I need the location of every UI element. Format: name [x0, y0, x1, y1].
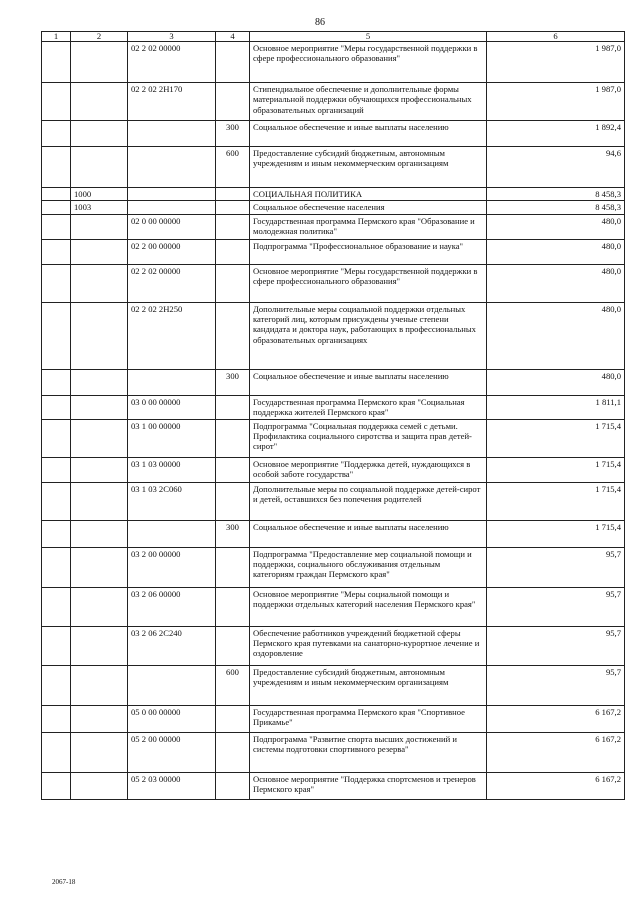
section-code-cell	[42, 369, 71, 395]
subsection-code-cell	[71, 705, 128, 732]
section-code-cell	[42, 482, 71, 520]
page-number: 86	[315, 17, 325, 28]
expense-type-cell	[216, 547, 250, 587]
target-article-cell: 03 2 06 2С240	[128, 626, 216, 665]
description-cell: Социальное обеспечение населения	[250, 201, 487, 214]
subsection-code-cell	[71, 264, 128, 302]
description-cell: Основное мероприятие "Меры государственной поддержки в сфере профессионального образования"	[250, 264, 487, 302]
column-header: 5	[250, 32, 487, 42]
description-cell: Основное мероприятие "Поддержка спортсменов и тренеров Пермского края"	[250, 772, 487, 799]
table-row	[42, 626, 625, 665]
description-cell: Государственная программа Пермского края "Образование и молодежная политика"	[250, 214, 487, 239]
subsection-code-cell: 1000	[71, 188, 128, 201]
description-cell: Подпрограмма "Профессиональное образование и наука"	[250, 239, 487, 264]
expense-type-cell	[216, 457, 250, 482]
table-row	[42, 457, 625, 482]
description-cell: Предоставление субсидий бюджетным, автономным учреждениям и иным некоммерческим организациям	[250, 147, 487, 188]
description-cell: Стипендиальное обеспечение и дополнительные формы материальной поддержки обучающихся профессиональных образовательных организаций	[250, 83, 487, 121]
expense-type-cell	[216, 419, 250, 457]
description-cell: Основное мероприятие "Поддержка детей, нуждающихся в особой заботе государства"	[250, 457, 487, 482]
section-code-cell	[42, 264, 71, 302]
subsection-code-cell	[71, 83, 128, 121]
target-article-cell: 03 1 03 2С060	[128, 482, 216, 520]
amount-cell: 1 715,4	[487, 419, 625, 457]
column-header: 2	[71, 32, 128, 42]
subsection-code-cell	[71, 626, 128, 665]
expense-type-cell	[216, 188, 250, 201]
table-row	[42, 419, 625, 457]
amount-cell: 480,0	[487, 302, 625, 369]
amount-cell: 95,7	[487, 547, 625, 587]
amount-cell: 95,7	[487, 665, 625, 705]
expense-type-cell	[216, 201, 250, 214]
table-row	[42, 188, 625, 201]
subsection-code-cell	[71, 482, 128, 520]
description-cell: Государственная программа Пермского края "Спортивное Прикамье"	[250, 705, 487, 732]
subsection-code-cell	[71, 302, 128, 369]
description-cell: Основное мероприятие "Меры государственной поддержки в сфере профессионального образования"	[250, 42, 487, 83]
expense-type-cell: 300	[216, 121, 250, 147]
amount-cell: 6 167,2	[487, 705, 625, 732]
amount-cell: 95,7	[487, 626, 625, 665]
column-header: 4	[216, 32, 250, 42]
table-row	[42, 772, 625, 799]
subsection-code-cell	[71, 732, 128, 772]
amount-cell: 6 167,2	[487, 732, 625, 772]
description-cell: Подпрограмма "Развитие спорта высших достижений и системы подготовки спортивного резерва"	[250, 732, 487, 772]
target-article-cell	[128, 520, 216, 547]
target-article-cell	[128, 201, 216, 214]
subsection-code-cell	[71, 665, 128, 705]
table-row	[42, 369, 625, 395]
budget-table	[41, 31, 625, 800]
amount-cell: 480,0	[487, 214, 625, 239]
expense-type-cell	[216, 626, 250, 665]
section-code-cell	[42, 457, 71, 482]
target-article-cell	[128, 147, 216, 188]
description-cell: Дополнительные меры по социальной поддержке детей-сирот и детей, оставшихся без попечения родителей	[250, 482, 487, 520]
expense-type-cell	[216, 239, 250, 264]
subsection-code-cell	[71, 121, 128, 147]
section-code-cell	[42, 626, 71, 665]
target-article-cell	[128, 121, 216, 147]
expense-type-cell: 600	[216, 147, 250, 188]
description-cell: Социальное обеспечение и иные выплаты населению	[250, 369, 487, 395]
amount-cell: 480,0	[487, 239, 625, 264]
amount-cell: 8 458,3	[487, 201, 625, 214]
amount-cell: 1 811,1	[487, 395, 625, 419]
table-row	[42, 201, 625, 214]
target-article-cell: 03 0 00 00000	[128, 395, 216, 419]
subsection-code-cell	[71, 369, 128, 395]
table-row	[42, 83, 625, 121]
expense-type-cell	[216, 83, 250, 121]
column-header: 1	[42, 32, 71, 42]
expense-type-cell	[216, 587, 250, 626]
amount-cell: 95,7	[487, 587, 625, 626]
subsection-code-cell	[71, 520, 128, 547]
section-code-cell	[42, 732, 71, 772]
subsection-code-cell	[71, 772, 128, 799]
description-cell: СОЦИАЛЬНАЯ ПОЛИТИКА	[250, 188, 487, 201]
section-code-cell	[42, 395, 71, 419]
amount-cell: 1 715,4	[487, 457, 625, 482]
section-code-cell	[42, 419, 71, 457]
amount-cell: 1 987,0	[487, 42, 625, 83]
expense-type-cell	[216, 42, 250, 83]
section-code-cell	[42, 239, 71, 264]
expense-type-cell: 300	[216, 520, 250, 547]
target-article-cell: 02 2 02 00000	[128, 42, 216, 83]
subsection-code-cell	[71, 395, 128, 419]
expense-type-cell	[216, 732, 250, 772]
target-article-cell	[128, 188, 216, 201]
amount-cell: 1 987,0	[487, 83, 625, 121]
subsection-code-cell	[71, 147, 128, 188]
table-row	[42, 395, 625, 419]
amount-cell: 480,0	[487, 264, 625, 302]
target-article-cell: 03 1 03 00000	[128, 457, 216, 482]
section-code-cell	[42, 302, 71, 369]
section-code-cell	[42, 83, 71, 121]
expense-type-cell	[216, 482, 250, 520]
table-row	[42, 302, 625, 369]
description-cell: Подпрограмма "Предоставление мер социальной помощи и поддержки, социального обслуживания отдельным категориям граждан Пермского края"	[250, 547, 487, 587]
expense-type-cell	[216, 395, 250, 419]
description-cell: Подпрограмма "Социальная поддержка семей с детьми. Профилактика социального сиротства и защита прав детей-сирот"	[250, 419, 487, 457]
expense-type-cell	[216, 264, 250, 302]
amount-cell: 1 715,4	[487, 482, 625, 520]
subsection-code-cell	[71, 214, 128, 239]
section-code-cell	[42, 665, 71, 705]
section-code-cell	[42, 547, 71, 587]
subsection-code-cell: 1003	[71, 201, 128, 214]
section-code-cell	[42, 772, 71, 799]
table-row	[42, 482, 625, 520]
section-code-cell	[42, 188, 71, 201]
target-article-cell	[128, 665, 216, 705]
description-cell: Предоставление субсидий бюджетным, автономным учреждениям и иным некоммерческим организациям	[250, 665, 487, 705]
target-article-cell: 02 2 02 2Н250	[128, 302, 216, 369]
target-article-cell: 02 0 00 00000	[128, 214, 216, 239]
subsection-code-cell	[71, 587, 128, 626]
amount-cell: 480,0	[487, 369, 625, 395]
subsection-code-cell	[71, 239, 128, 264]
table-row	[42, 732, 625, 772]
target-article-cell	[128, 369, 216, 395]
description-cell: Обеспечение работников учреждений бюджетной сферы Пермского края путевками на санаторно-курортное лечение и оздоровление	[250, 626, 487, 665]
section-code-cell	[42, 705, 71, 732]
expense-type-cell	[216, 302, 250, 369]
table-row	[42, 42, 625, 83]
description-cell: Основное мероприятие "Меры социальной помощи и поддержки отдельных категорий населения Пермского края"	[250, 587, 487, 626]
table-row	[42, 214, 625, 239]
table-row	[42, 239, 625, 264]
amount-cell: 94,6	[487, 147, 625, 188]
section-code-cell	[42, 147, 71, 188]
amount-cell: 6 167,2	[487, 772, 625, 799]
target-article-cell: 05 0 00 00000	[128, 705, 216, 732]
table-row	[42, 147, 625, 188]
amount-cell: 8 458,3	[487, 188, 625, 201]
description-cell: Дополнительные меры социальной поддержки отдельных категорий лиц, которым присуждены ученые степени кандидата и доктора наук, работающих в профессиональных образовательных организациях	[250, 302, 487, 369]
expense-type-cell: 600	[216, 665, 250, 705]
target-article-cell: 02 2 00 00000	[128, 239, 216, 264]
table-row	[42, 264, 625, 302]
section-code-cell	[42, 520, 71, 547]
table-row	[42, 705, 625, 732]
amount-cell: 1 892,4	[487, 121, 625, 147]
target-article-cell: 02 2 02 00000	[128, 264, 216, 302]
section-code-cell	[42, 214, 71, 239]
description-cell: Государственная программа Пермского края "Социальная поддержка жителей Пермского края"	[250, 395, 487, 419]
section-code-cell	[42, 201, 71, 214]
target-article-cell: 03 1 00 00000	[128, 419, 216, 457]
section-code-cell	[42, 587, 71, 626]
target-article-cell: 03 2 00 00000	[128, 547, 216, 587]
amount-cell: 1 715,4	[487, 520, 625, 547]
subsection-code-cell	[71, 457, 128, 482]
target-article-cell: 02 2 02 2Н170	[128, 83, 216, 121]
expense-type-cell	[216, 214, 250, 239]
expense-type-cell	[216, 772, 250, 799]
subsection-code-cell	[71, 547, 128, 587]
section-code-cell	[42, 42, 71, 83]
target-article-cell: 05 2 00 00000	[128, 732, 216, 772]
subsection-code-cell	[71, 419, 128, 457]
description-cell: Социальное обеспечение и иные выплаты населению	[250, 520, 487, 547]
section-code-cell	[42, 121, 71, 147]
column-header: 6	[487, 32, 625, 42]
table-row	[42, 121, 625, 147]
description-cell: Социальное обеспечение и иные выплаты населению	[250, 121, 487, 147]
subsection-code-cell	[71, 42, 128, 83]
target-article-cell: 05 2 03 00000	[128, 772, 216, 799]
target-article-cell: 03 2 06 00000	[128, 587, 216, 626]
table-row	[42, 587, 625, 626]
document-code: 2067-18	[52, 878, 76, 886]
expense-type-cell	[216, 705, 250, 732]
table-row	[42, 665, 625, 705]
table-row	[42, 520, 625, 547]
expense-type-cell: 300	[216, 369, 250, 395]
column-header: 3	[128, 32, 216, 42]
table-row	[42, 547, 625, 587]
header-row	[42, 32, 625, 42]
